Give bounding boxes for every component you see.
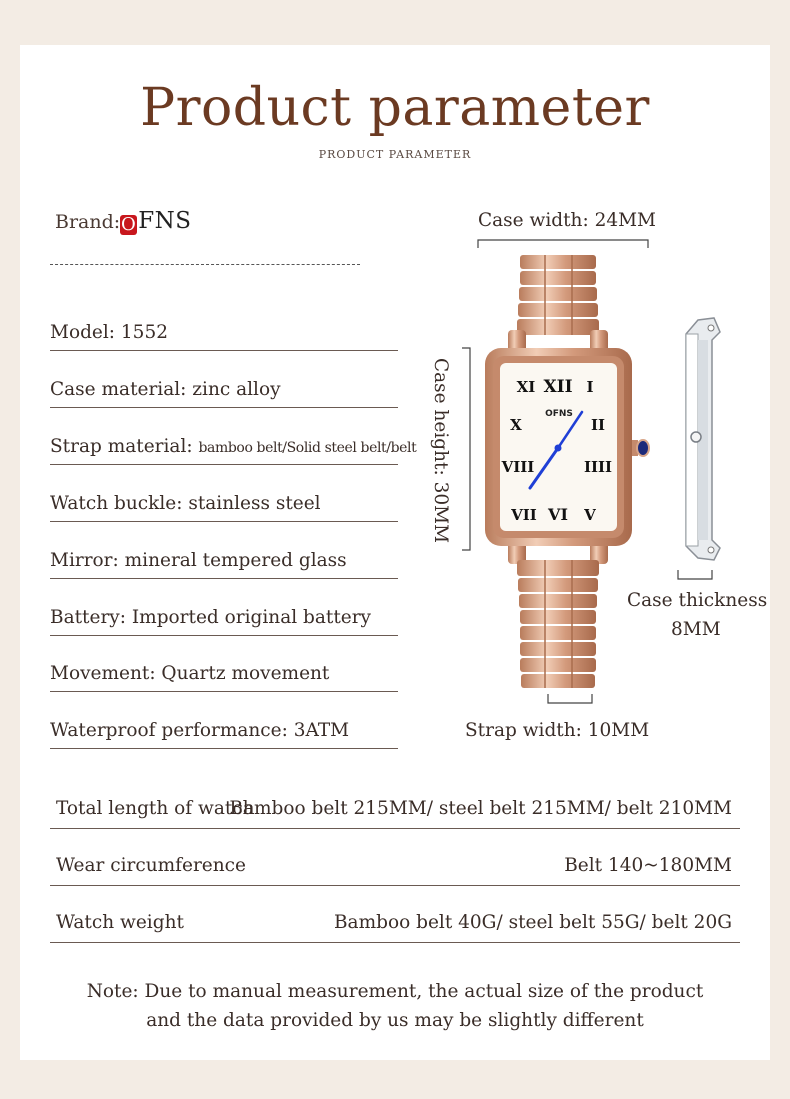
width-bracket bbox=[478, 240, 648, 248]
row-value: Bamboo belt 215MM/ steel belt 215MM/ belt 210MM bbox=[229, 798, 732, 819]
spec-label: Watch buckle: stainless steel bbox=[50, 493, 321, 514]
numeral-12: XII bbox=[543, 377, 573, 397]
page-title: Product parameter bbox=[140, 78, 650, 138]
brand-label: Brand: bbox=[55, 211, 121, 233]
strap-bracket bbox=[548, 694, 592, 703]
numeral-2: II bbox=[590, 416, 606, 434]
spec-label: Model: 1552 bbox=[50, 322, 168, 343]
note-line-2: and the data provided by us may be slightly different bbox=[146, 1010, 644, 1031]
numeral-8: VIII bbox=[501, 458, 535, 476]
row-label: Watch weight bbox=[56, 912, 184, 933]
note-line-1: Note: Due to manual measurement, the actual size of the product bbox=[86, 981, 704, 1002]
numeral-4: IIII bbox=[583, 458, 613, 476]
thickness-bracket bbox=[678, 570, 712, 579]
table-row bbox=[50, 798, 740, 829]
spec-detail: bamboo belt/Solid steel belt/belt bbox=[198, 440, 417, 456]
upper-bracelet bbox=[517, 255, 599, 335]
numeral-7: VII bbox=[511, 506, 537, 524]
numeral-11: XI bbox=[516, 378, 536, 396]
numeral-5: V bbox=[584, 506, 596, 524]
spec-label: Case material: zinc alloy bbox=[50, 379, 281, 400]
brand-logo-o-mark: O bbox=[121, 214, 137, 235]
height-bracket bbox=[462, 348, 470, 550]
case-height-label bbox=[427, 358, 457, 548]
row-label: Total length of watch bbox=[56, 798, 255, 819]
page-subtitle: PRODUCT PARAMETER bbox=[318, 148, 472, 161]
row-value: Belt 140~180MM bbox=[564, 855, 732, 876]
numeral-6: VI bbox=[548, 505, 568, 524]
table-row bbox=[50, 855, 740, 886]
case-thickness-label: Case thickness bbox=[627, 590, 768, 611]
brand-logo-text: FNS bbox=[138, 208, 192, 234]
table-row bbox=[50, 912, 740, 943]
dial-logo: OFNS bbox=[545, 409, 573, 419]
row-label: Wear circumference bbox=[56, 855, 246, 876]
row-value: Bamboo belt 40G/ steel belt 55G/ belt 20G bbox=[333, 912, 732, 933]
spec-label: Battery: Imported original battery bbox=[50, 607, 372, 628]
case-height-text: Case height: 30MM bbox=[430, 358, 451, 544]
strap-width-label: Strap width: 10MM bbox=[465, 720, 650, 741]
watch-side-view bbox=[686, 318, 720, 560]
case-thickness-value: 8MM bbox=[671, 619, 721, 640]
spec-label: Strap material: bbox=[50, 436, 199, 457]
spec-label: Movement: Quartz movement bbox=[50, 663, 330, 684]
numeral-1: I bbox=[586, 378, 594, 396]
spec-label: Waterproof performance: 3ATM bbox=[50, 720, 350, 741]
numeral-10: X bbox=[510, 416, 522, 434]
crown bbox=[637, 440, 649, 456]
case-width-label: Case width: 24MM bbox=[478, 210, 656, 231]
lower-bracelet bbox=[517, 560, 599, 688]
spec-label: Mirror: mineral tempered glass bbox=[50, 550, 347, 571]
